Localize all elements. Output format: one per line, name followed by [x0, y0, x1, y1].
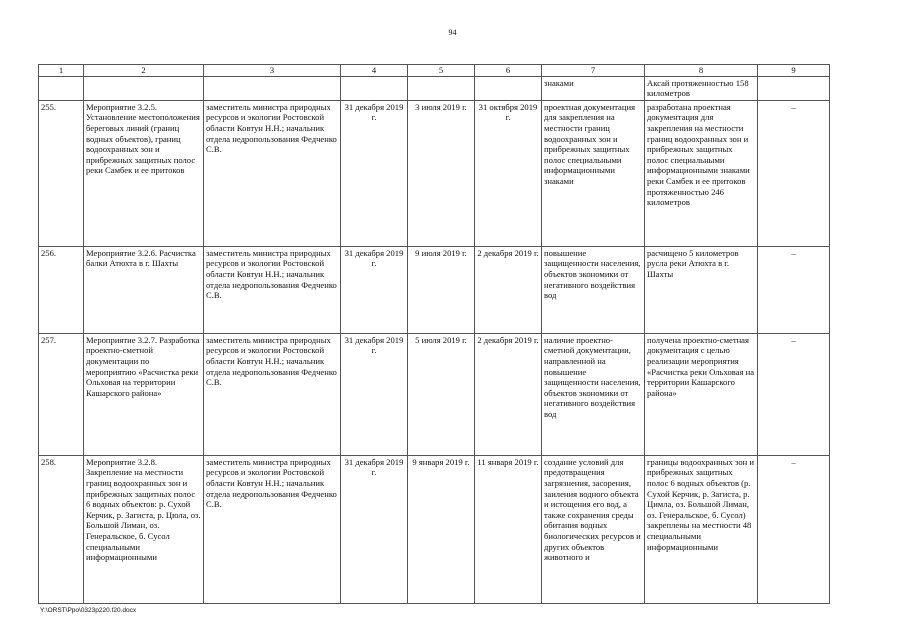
table-row — [39, 246, 830, 333]
column-header: 2 — [84, 65, 204, 77]
note-cell: – — [758, 455, 830, 603]
responsible-cell: заместитель министра природных ресурсов и экологии Ростовской области Ковтун Н.Н.; начальник отдела недропользования Федченко С.В. — [204, 333, 341, 455]
note-cell: – — [758, 333, 830, 455]
cell — [475, 76, 542, 100]
column-header: 5 — [408, 65, 475, 77]
cell — [341, 76, 408, 100]
cell — [758, 76, 830, 100]
table-row — [39, 100, 830, 246]
event-cell: Мероприятие 3.2.6. Расчистка балки Атюхта в г. Шахты — [84, 246, 204, 333]
date-start-cell: 9 июля 2019 г. — [408, 246, 475, 333]
cell: знаками — [542, 76, 645, 100]
row-number: 256. — [39, 246, 84, 333]
cell — [204, 76, 341, 100]
column-header: 1 — [39, 65, 84, 77]
cell: Аксай протяженностью 158 километров — [645, 76, 758, 100]
row-number: 258. — [39, 455, 84, 603]
table-row — [39, 455, 830, 603]
date-plan-cell: 31 декабря 2019 г. — [341, 246, 408, 333]
responsible-cell: заместитель министра природных ресурсов и экологии Ростовской области Ковтун Н.Н.; начальник отдела недропользования Федченко С.В. — [204, 100, 341, 246]
date-plan-cell: 31 декабря 2019 г. — [341, 333, 408, 455]
expected-cell: создание условий для предотвращения загрязнения, засорения, заиления водного объекта и истощения его вод, а также сохранения среды обитания водных биологических ресурсов и других объектов животного и — [542, 455, 645, 603]
date-plan-cell: 31 декабря 2019 г. — [341, 100, 408, 246]
column-header: 7 — [542, 65, 645, 77]
file-path-footer: Y:\ORST\Ppo\0323p220.f20.docx — [40, 607, 137, 614]
note-cell: – — [758, 100, 830, 246]
date-start-cell: 9 января 2019 г. — [408, 455, 475, 603]
expected-cell: повышение защищенности населения, объектов экономики от негативного воздействия вод — [542, 246, 645, 333]
table-row — [39, 333, 830, 455]
responsible-cell: заместитель министра природных ресурсов и экологии Ростовской области Ковтун Н.Н.; начальник отдела недропользования Федченко С.В. — [204, 246, 341, 333]
row-number: 257. — [39, 333, 84, 455]
date-end-cell: 31 октября 2019 г. — [475, 100, 542, 246]
date-end-cell: 2 декабря 2019 г. — [475, 246, 542, 333]
events-table — [38, 64, 830, 604]
column-header: 3 — [204, 65, 341, 77]
column-number-row — [39, 65, 830, 77]
expected-cell: проектная документация для закрепления на местности границ водоохранных зон и прибрежных защитных полос специальными информационными знаками — [542, 100, 645, 246]
event-cell: Мероприятие 3.2.7. Разработка проектно-сметной документации по мероприятию «Расчистка реки Ольховая на территории Кашарского района» — [84, 333, 204, 455]
date-start-cell: 3 июля 2019 г. — [408, 100, 475, 246]
page-number: 94 — [448, 28, 457, 37]
result-cell: получена проектно-сметная документация с целью реализации мероприятия «Расчистка реки Ольховая на территории Кашарского района» — [645, 333, 758, 455]
column-header: 9 — [758, 65, 830, 77]
result-cell: границы водоохранных зон и прибрежных защитных полос 6 водных объектов (р. Сухой Керчик, р. Загиста, р. Цимла, оз. Большой Лиман, оз. Генеральское, б. Сусол) закреплены на местности 48 специальными информационными — [645, 455, 758, 603]
event-cell: Мероприятие 3.2.5. Установление местоположения береговых линий (границ водных объектов), границ водоохранных зон и прибрежных защитных полос реки Самбек и ее притоков — [84, 100, 204, 246]
column-header: 4 — [341, 65, 408, 77]
continuation-row — [39, 76, 830, 100]
date-end-cell: 2 декабря 2019 г. — [475, 333, 542, 455]
responsible-cell: заместитель министра природных ресурсов и экологии Ростовской области Ковтун Н.Н.; начальник отдела недропользования Федченко С.В. — [204, 455, 341, 603]
cell — [408, 76, 475, 100]
event-cell: Мероприятие 3.2.8. Закрепление на местности границ водоохранных зон и прибрежных защитных полос 6 водных объектов: р. Сухой Керчик, р. Загиста, р. Цюла, оз. Большой Лиман, оз. Генеральское, б. Сусол специальными информационными — [84, 455, 204, 603]
row-number: 255. — [39, 100, 84, 246]
date-start-cell: 5 июля 2019 г. — [408, 333, 475, 455]
date-plan-cell: 31 декабря 2019 г. — [341, 455, 408, 603]
result-cell: разработана проектная документация для закрепления на местности границ водоохранных зон и прибрежных защитных полос специальными информационными знаками реки Самбек и ее притоков протяженностью 246 километров — [645, 100, 758, 246]
column-header: 6 — [475, 65, 542, 77]
cell — [84, 76, 204, 100]
note-cell: – — [758, 246, 830, 333]
result-cell: расчищено 5 километров русла реки Атюхта в г. Шахты — [645, 246, 758, 333]
column-header: 8 — [645, 65, 758, 77]
date-end-cell: 11 января 2019 г. — [475, 455, 542, 603]
cell — [39, 76, 84, 100]
expected-cell: наличие проектно-сметной документации, направленной на повышение защищенности населения, объектов экономики от негативного воздействия вод — [542, 333, 645, 455]
